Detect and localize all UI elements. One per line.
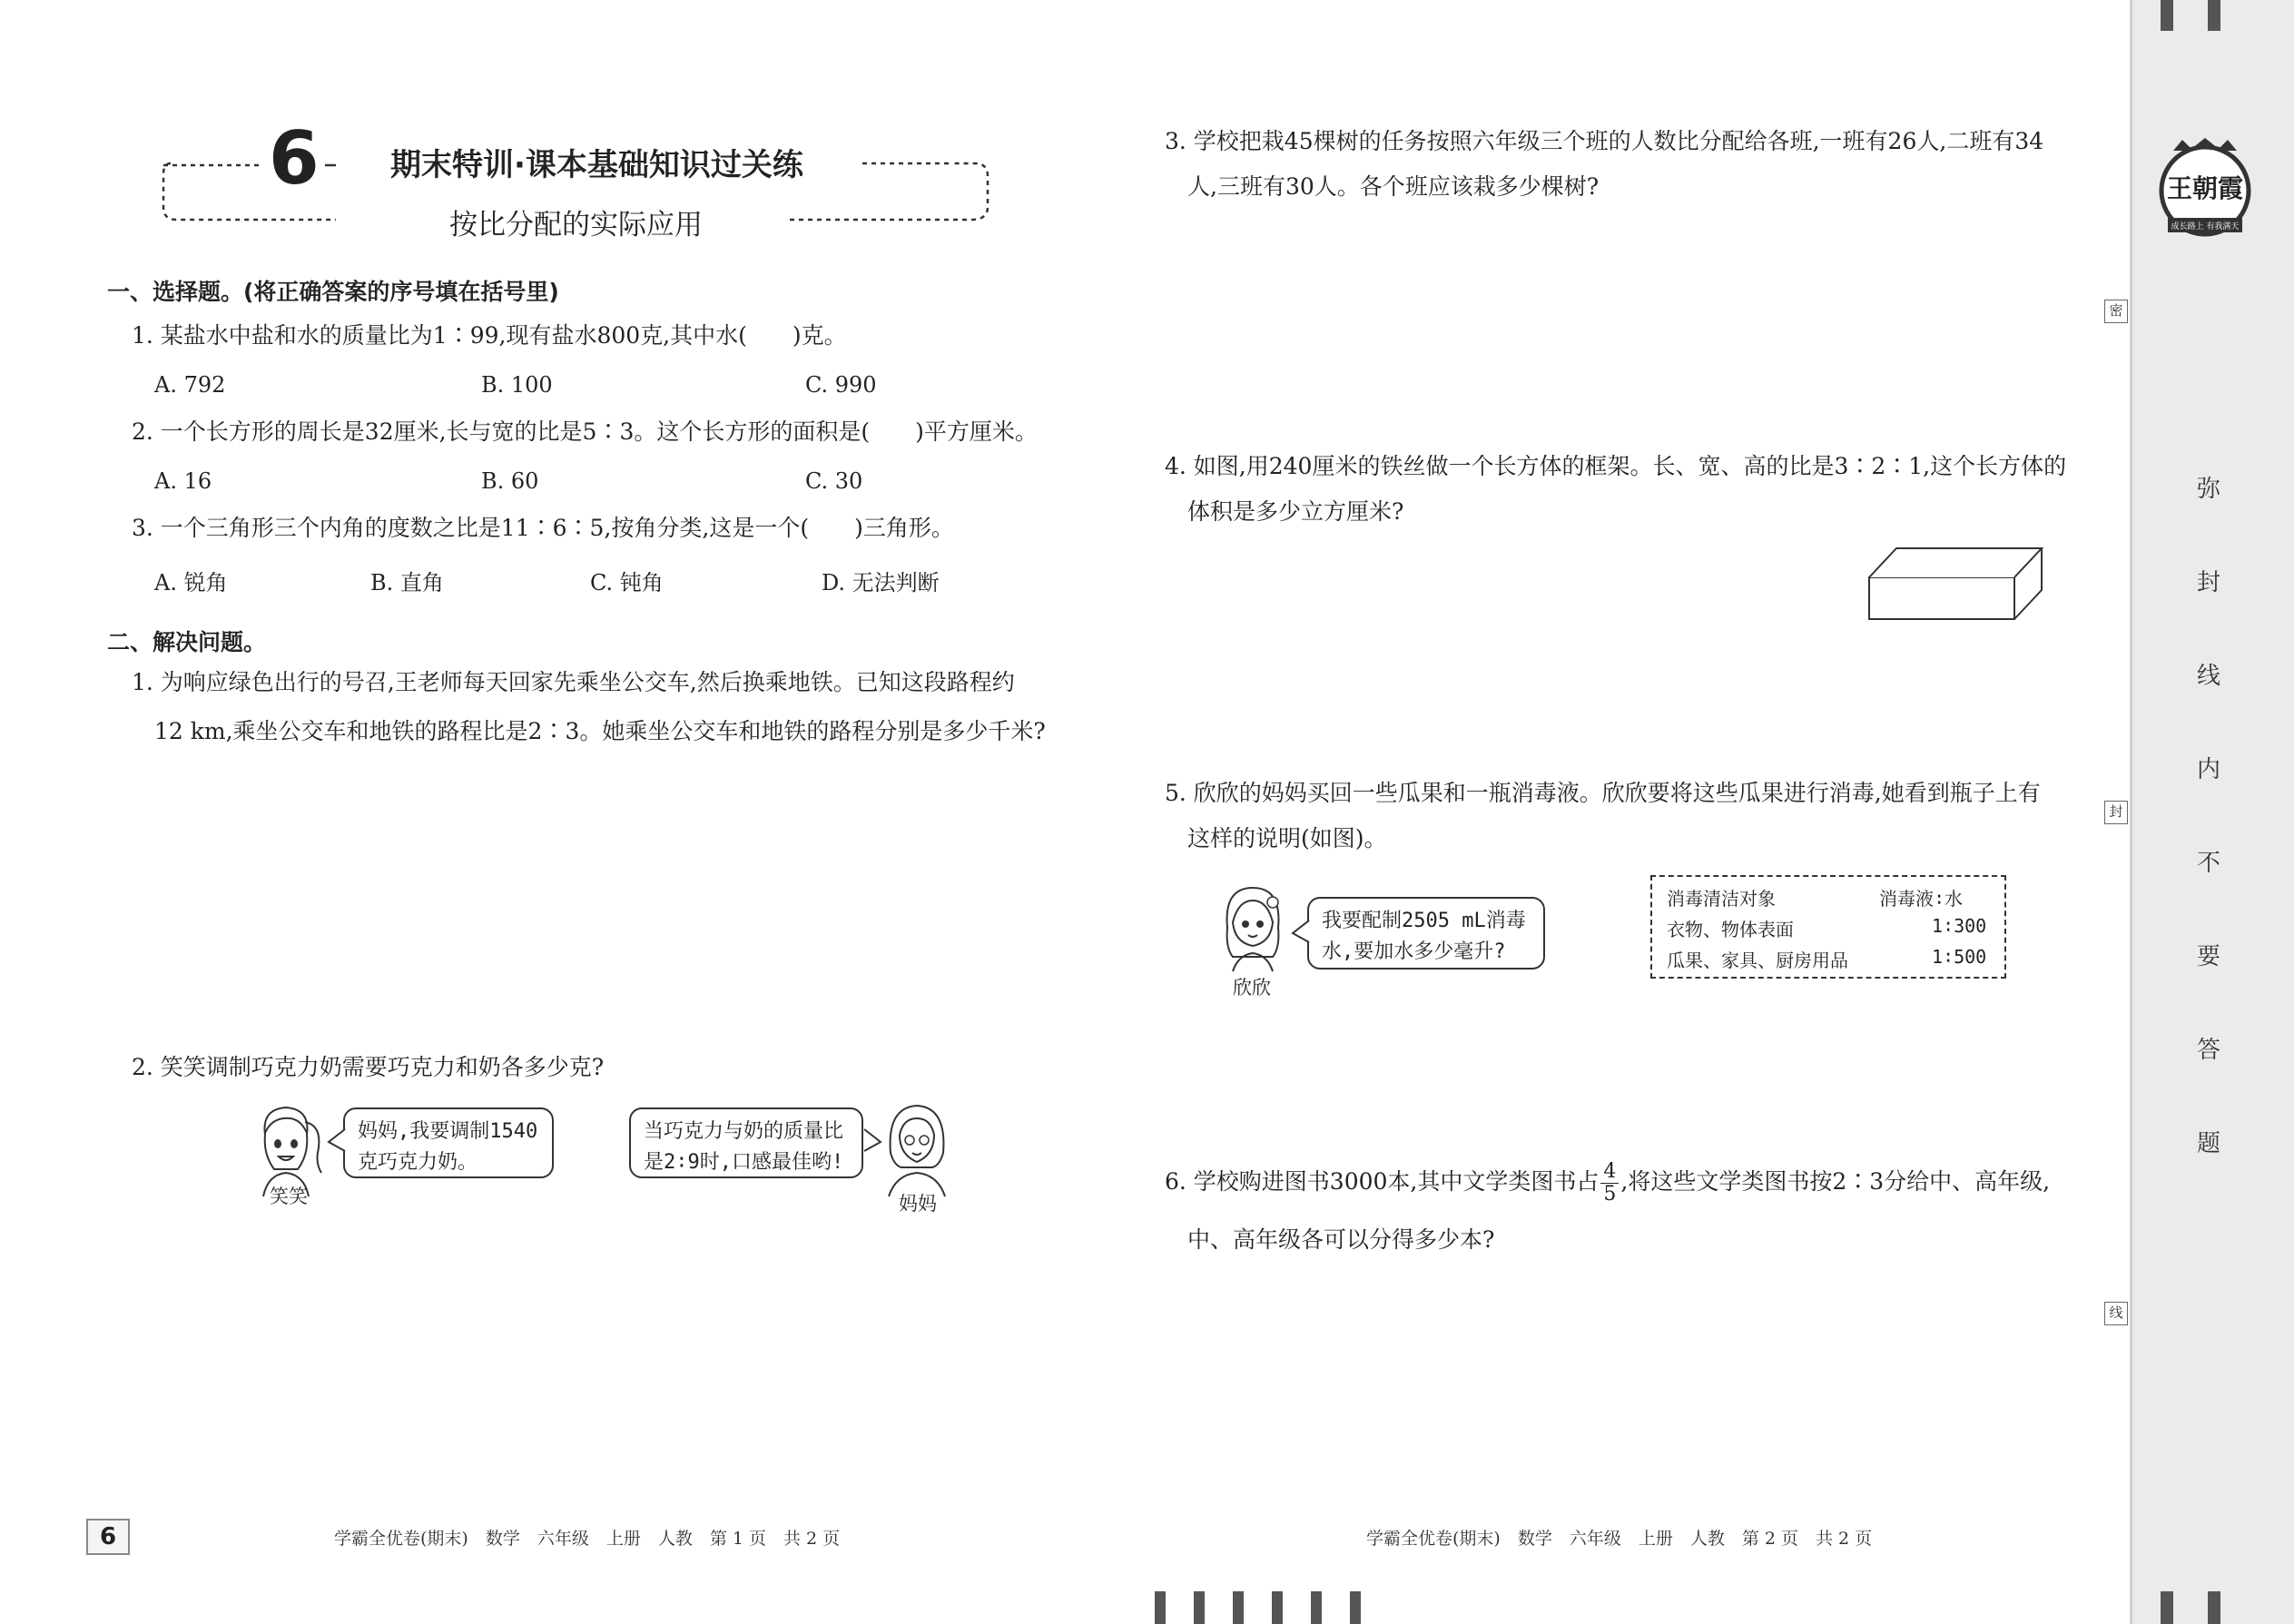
option-b: B. 直角 <box>370 570 444 595</box>
character-name: 笑笑 <box>270 1186 308 1207</box>
option-b: B. 60 <box>481 468 539 494</box>
page-subtitle: 按比分配的实际应用 <box>431 202 721 242</box>
binding-bar <box>1233 1591 1244 1624</box>
question-1-2: 2. 一个长方形的周长是32厘米,长与宽的比是5∶3。这个长方形的面积是( )平方厘米。 <box>132 418 1038 445</box>
notice-char: 内 <box>2197 756 2221 783</box>
girl-xinxin-icon <box>1216 882 1289 973</box>
notice-char: 答 <box>2197 1037 2221 1064</box>
bubble-line: 是2∶9时,口感最佳哟! <box>644 1151 844 1174</box>
question-5-line2: 这样的说明(如图)。 <box>1187 825 1387 851</box>
option-a: A. 锐角 <box>154 570 228 595</box>
binding-bar <box>1350 1591 1361 1624</box>
logo-text: 王朝霞 <box>2166 173 2243 203</box>
binding-mark-feng: 封 <box>2104 801 2128 824</box>
speech-bubble <box>343 1107 554 1178</box>
table-header-object: 消毒清洁对象 <box>1667 888 1776 910</box>
fraction-numerator: 4 <box>1600 1161 1619 1184</box>
notice-char: 封 <box>2197 569 2221 596</box>
notice-char: 要 <box>2197 943 2221 970</box>
footer-right: 学霸全优卷(期末) 数学 六年级 上册 人教 第 2 页 共 2 页 <box>1366 1529 1873 1549</box>
unit-number: 6 <box>263 118 325 200</box>
character-name: 妈妈 <box>899 1193 937 1215</box>
bubble-line: 克巧克力奶。 <box>358 1151 478 1174</box>
question-3-line2: 人,三班有30人。各个班应该栽多少棵树? <box>1187 173 1600 200</box>
speech-bubble <box>629 1107 863 1178</box>
table-row-object: 衣物、物体表面 <box>1667 919 1794 940</box>
speech-bubble <box>1307 897 1545 969</box>
option-a: A. 792 <box>154 372 226 398</box>
bubble-line: 水,要加水多少毫升? <box>1322 940 1506 963</box>
question-1-1: 1. 某盐水中盐和水的质量比为1∶99,现有盐水800克,其中水( )克。 <box>132 322 847 349</box>
binding-bar <box>2161 0 2173 31</box>
question-3-line1: 3. 学校把栽45棵树的任务按照六年级三个班的人数比分配给各班,一班有26人,二班有34 <box>1165 128 2044 154</box>
question-2-2: 2. 笑笑调制巧克力奶需要巧克力和奶各多少克? <box>132 1054 605 1080</box>
bubble-tail-icon <box>327 1127 347 1155</box>
binding-bar <box>1272 1591 1283 1624</box>
bubble-line: 我要配制2505 mL消毒 <box>1322 910 1526 932</box>
binding-mark-xian: 线 <box>2104 1302 2128 1325</box>
notice-char: 不 <box>2197 850 2221 877</box>
table-row-ratio: 1∶300 <box>1932 915 1987 937</box>
brand-logo <box>2155 134 2255 247</box>
option-c: C. 990 <box>805 372 877 398</box>
notice-char: 题 <box>2197 1130 2221 1157</box>
binding-bar <box>1194 1591 1205 1624</box>
option-a: A. 16 <box>154 468 212 494</box>
bubble-line: 当巧克力与奶的质量比 <box>644 1120 844 1143</box>
question-5-line1: 5. 欣欣的妈妈买回一些瓜果和一瓶消毒液。欣欣要将这些瓜果进行消毒,她看到瓶子上有 <box>1165 780 2041 806</box>
option-c: C. 30 <box>805 468 863 494</box>
option-c: C. 钝角 <box>590 570 664 595</box>
question-4-line2: 体积是多少立方厘米? <box>1187 498 1404 525</box>
page-number-box <box>86 1519 130 1555</box>
table-row-object: 瓜果、家具、厨房用品 <box>1667 950 1848 971</box>
mother-icon <box>876 1098 958 1198</box>
binding-bar <box>1311 1591 1322 1624</box>
question-6-suffix: ,将这些文学类图书按2∶3分给中、高年级, <box>1620 1168 2051 1195</box>
option-d: D. 无法判断 <box>822 570 940 595</box>
footer-left: 学霸全优卷(期末) 数学 六年级 上册 人教 第 1 页 共 2 页 <box>334 1529 841 1549</box>
fraction <box>1600 1161 1619 1206</box>
disinfectant-label-table <box>1650 875 2006 979</box>
question-2-1-line1: 1. 为响应绿色出行的号召,王老师每天回家先乘坐公交车,然后换乘地铁。已知这段路程约 <box>132 669 1015 695</box>
question-1-3: 3. 一个三角形三个内角的度数之比是11∶6∶5,按角分类,这是一个( )三角形。 <box>132 515 954 541</box>
table-row-ratio: 1∶500 <box>1932 946 1987 968</box>
cuboid-icon <box>1866 545 2047 626</box>
binding-bar <box>2208 0 2220 31</box>
binding-mark-mi: 密 <box>2104 300 2128 323</box>
question-6-prefix: 6. 学校购进图书3000本,其中文学类图书占 <box>1165 1168 1600 1195</box>
option-b: B. 100 <box>481 372 553 398</box>
bubble-line: 妈妈,我要调制1540 <box>358 1120 538 1143</box>
question-6-line2: 中、高年级各可以分得多少本? <box>1187 1226 1495 1253</box>
bubble-tail-icon <box>1291 919 1311 946</box>
binding-bar <box>2208 1591 2220 1624</box>
table-header-ratio: 消毒液∶水 <box>1879 888 1964 910</box>
section-1-title: 一、选择题。(将正确答案的序号填在括号里) <box>107 279 559 305</box>
question-4-line1: 4. 如图,用240厘米的铁丝做一个长方体的框架。长、宽、高的比是3∶2∶1,这个长方体的 <box>1165 453 2067 479</box>
question-2-1-line2: 12 km,乘坐公交车和地铁的路程比是2∶3。她乘坐公交车和地铁的路程分别是多少千米? <box>154 718 1046 744</box>
section-2-title: 二、解决问题。 <box>107 629 267 655</box>
binding-bar <box>2161 1591 2173 1624</box>
notice-char: 线 <box>2197 663 2221 690</box>
character-name: 欣欣 <box>1233 977 1271 999</box>
binding-bar <box>1155 1591 1166 1624</box>
notice-char: 弥 <box>2197 476 2221 503</box>
header-banner <box>154 116 999 241</box>
page-number: 6 <box>99 1523 117 1550</box>
page-title: 期末特训·课本基础知识过关练 <box>390 147 803 183</box>
sidebar-divider <box>2130 0 2132 1624</box>
logo-slogan: 成长路上 有我满天 <box>2171 222 2240 231</box>
question-6-line1 <box>1165 1158 2050 1206</box>
fraction-denominator: 5 <box>1603 1183 1617 1206</box>
